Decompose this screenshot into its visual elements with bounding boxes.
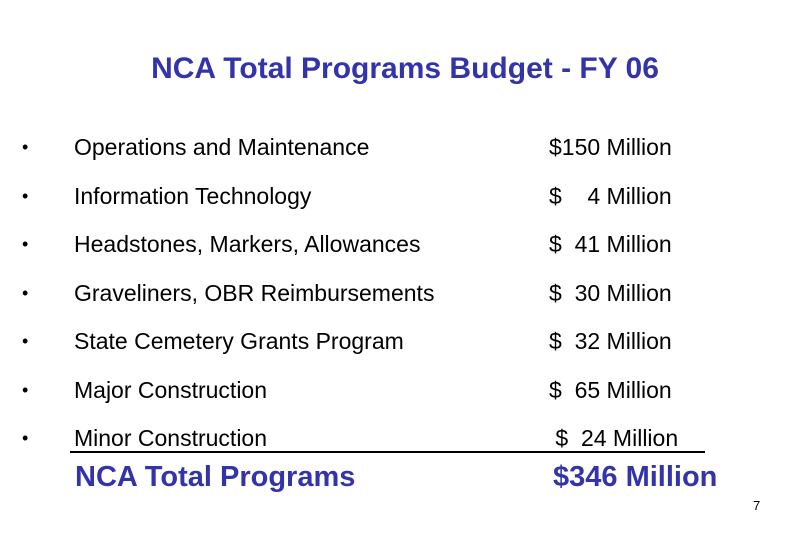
bullet: • — [22, 283, 29, 303]
budget-item-label: Operations and Maintenance — [74, 134, 370, 160]
bullet: • — [22, 428, 29, 448]
total-amount: $346 Million — [553, 461, 718, 493]
bullet: • — [22, 234, 29, 254]
budget-item-label: Major Construction — [74, 377, 268, 403]
bullet: • — [22, 137, 29, 157]
budget-item-label: Minor Construction — [74, 425, 268, 451]
page-number: 7 — [753, 498, 761, 513]
budget-item-amount: $ 24 Million — [549, 425, 679, 451]
slide-title: NCA Total Programs Budget - FY 06 — [151, 52, 659, 85]
budget-item-label: Headstones, Markers, Allowances — [74, 231, 421, 257]
bullet: • — [22, 331, 29, 351]
total-label: NCA Total Programs — [75, 461, 356, 493]
budget-item-amount: $ 65 Million — [549, 377, 672, 403]
budget-item-amount: $ 4 Million — [549, 183, 672, 209]
budget-item-amount: $ 41 Million — [549, 231, 672, 257]
budget-item-amount: $ 32 Million — [549, 328, 672, 354]
budget-item-label: Information Technology — [74, 183, 312, 209]
bullet: • — [22, 186, 29, 206]
budget-item-amount: $ 30 Million — [549, 280, 672, 306]
budget-item-label: State Cemetery Grants Program — [74, 328, 404, 354]
total-divider — [70, 451, 705, 453]
budget-item-label: Graveliners, OBR Reimbursements — [74, 280, 435, 306]
budget-item-amount: $150 Million — [549, 134, 672, 160]
bullet: • — [22, 380, 29, 400]
